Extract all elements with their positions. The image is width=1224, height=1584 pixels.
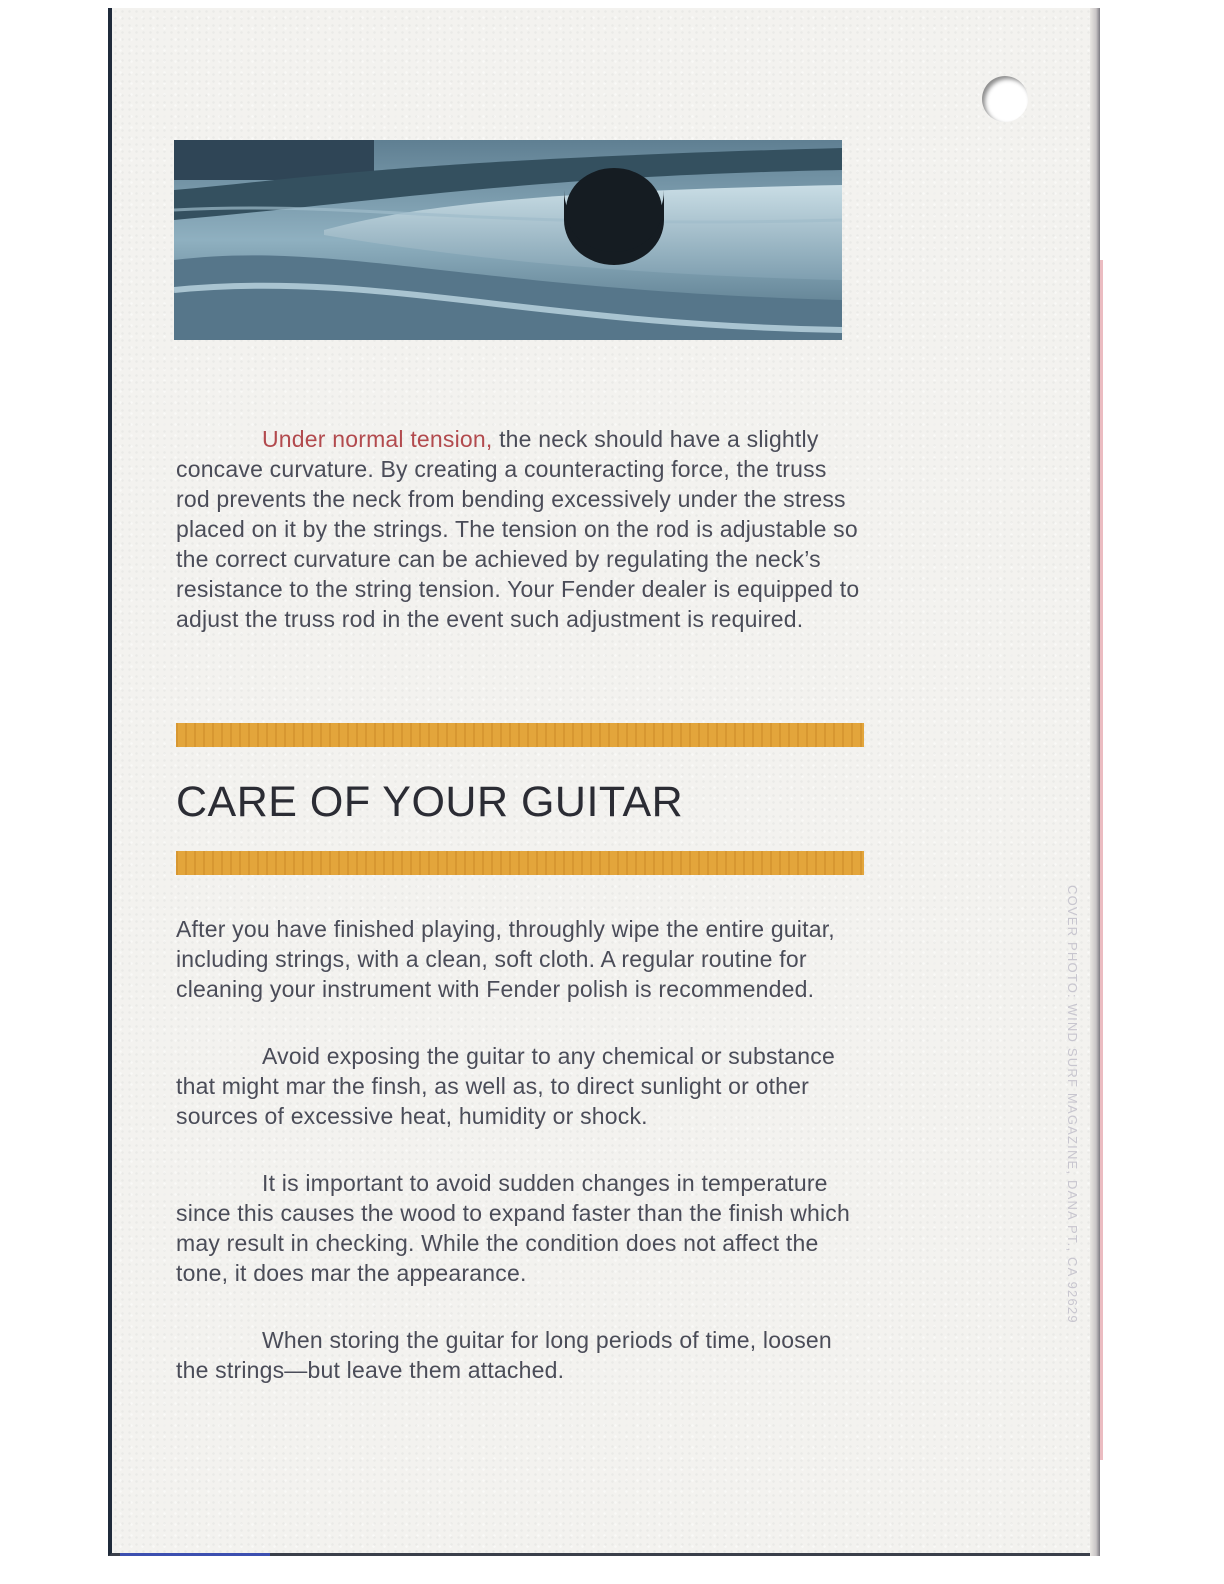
cover-photo-credit: COVER PHOTO: WIND SURF MAGAZINE, DANA PT., CA 92629 xyxy=(1065,885,1080,1324)
care-paragraph-2 xyxy=(176,1041,866,1131)
section-heading: CARE OF YOUR GUITAR xyxy=(176,778,684,826)
care-paragraph-3-text: It is important to avoid sudden changes in temperature since this causes the wood to expand faster than the finish which may result in checking. While the condition does not affect the tone, it does mar the appearance. xyxy=(176,1170,851,1286)
page-edge xyxy=(1090,8,1100,1556)
care-paragraph-1: After you have finished playing, throughly wipe the entire guitar, including strings, with a clean, soft cloth. A regular routine for cleaning your instrument with Fender polish is recommended. xyxy=(176,916,835,1002)
care-paragraph-2-text: Avoid exposing the guitar to any chemical or substance that might mar the finsh, as well as, to direct sunlight or other sources of excessive heat, humidity or shock. xyxy=(176,1043,835,1129)
page-edge-tint xyxy=(1100,260,1103,1460)
care-paragraph-3 xyxy=(176,1168,866,1288)
paragraph-body: the neck should have a slightly concave curvature. By creating a counteracting force, the truss rod prevents the neck from bending excessively under the stress placed on it by the strings. The tension on the rod is adjustable so the correct curvature can be achieved by regulating the neck’s resistance to the string tension. Your Fender dealer is equipped to adjust the truss rod in the event such adjustment is required. xyxy=(176,426,860,632)
heading-rule-bottom xyxy=(176,851,864,875)
care-paragraph-4 xyxy=(176,1325,866,1385)
heading-rule-top xyxy=(176,723,864,747)
truss-rod-neck-photo-image xyxy=(174,140,842,340)
punch-hole xyxy=(982,76,1028,122)
truss-rod-paragraph xyxy=(176,424,866,634)
care-paragraph-4-text: When storing the guitar for long periods of time, loosen the strings—but leave them attached. xyxy=(176,1327,832,1383)
page-bottom-edge xyxy=(120,1553,270,1556)
truss-rod-photo xyxy=(174,140,842,340)
paragraph-lead: Under normal tension, xyxy=(262,426,493,452)
